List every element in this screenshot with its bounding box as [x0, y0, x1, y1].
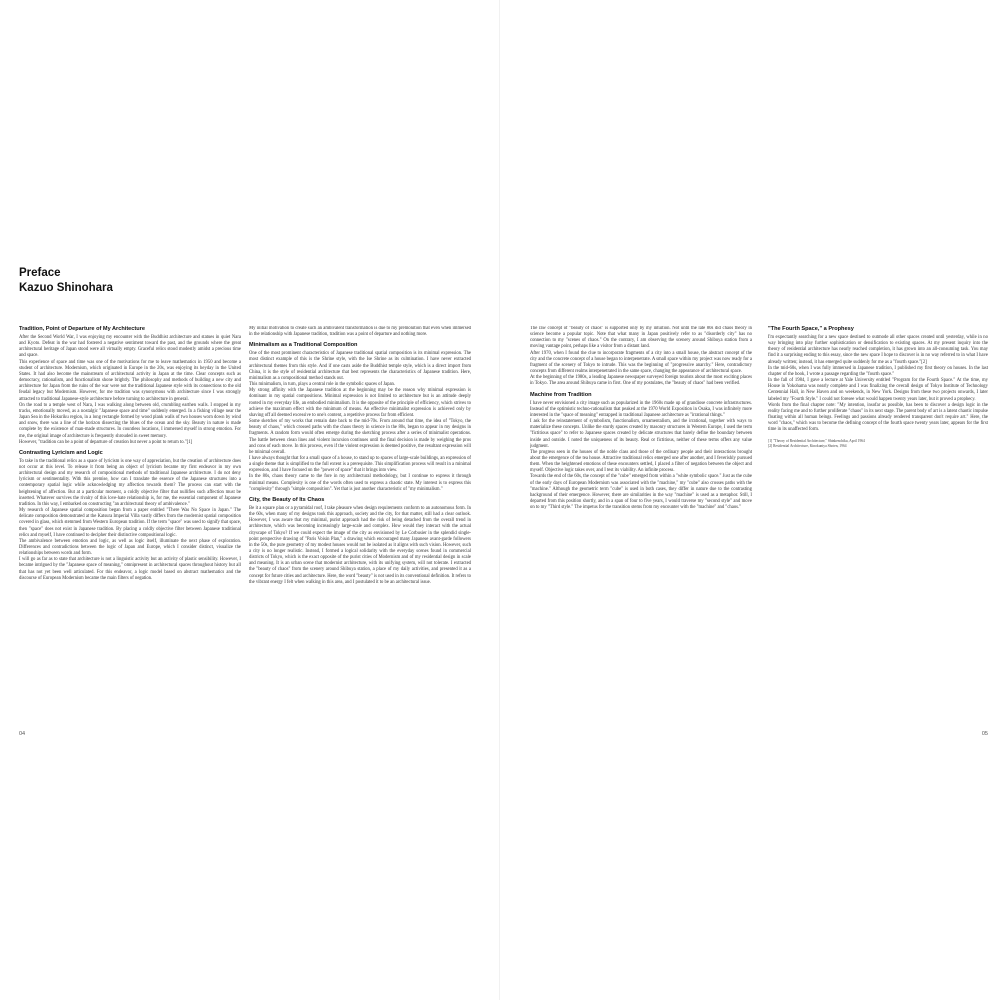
page-number-right: 05 — [981, 731, 988, 737]
paragraph: One of the most prominent characteristics of Japanese traditional spatial composition is its minimal expression. The most distinct example of this is the Shrine style, with the Ise Shrine as its culmination. I have never extracted architectural themes from this style. And if one casts aside the Buddhist temple style, which is a direct import from China, it is the style of residential architecture that best represents the characteristics of Japanese tradition. Here, minimalism as a compositional method stands out. — [249, 351, 471, 381]
paragraph: I will go as far as to state that architecture is not a linguistic activity but an activity of plastic sensibility. However, I became intrigued by the "Japanese space of meaning," omnipresent in architectural spaces throughout history but all that has not yet been well articulated. For this endeavor, a logic model based on abstract mathematics and the discourse of European Modernism became the main filters of negation. — [19, 557, 241, 581]
paragraph: However, "tradition can be a point of departure of creation but never a point to return to."[1] — [19, 439, 193, 445]
section-heading-tradition: Tradition, Point of Departure of My Architecture — [19, 326, 145, 332]
paragraph: Some sketches of my works that remain date back to the mid-70s. From around that time, the idea of "Tokyo, the beauty of chaos," which crossed paths with the chaos theory in science in the 80s, began to appear in my designs in fragments. A random form would often emerge during the sketching process after a series of minimalist operations. The battle between clean lines and violent incursion continues until the final decision is made by weighing the pros and cons of each move. In this process, even if the violent expression is deemed positive, the resultant expression will be minimal overall. — [249, 419, 471, 455]
paragraph: I have never envisioned a city image such as popularized in the 1960s made up of grandiose concrete infrastructures. Instead of the optimistic techno-rationalism that peaked at the 1970 World Exposition in Osaka, I was infinitely more interested in the "space of meaning" entrapped in traditional Japanese architecture as "irrational things." — [530, 400, 752, 418]
paragraph: On the road to a temple west of Nara, I was walking along between old, crumbling earthen walls. I stopped in my tracks, emotionally moved, as a nostalgic "Japanese space and time" suddenly emerged. In a fishing village near the Japan Sea in the Hokuriku region, in a long rectangle formed by wood plank walls of two houses worn down by wind and snow, there was a line of the horizon dissecting the blues of the ocean and the sky. Beauty in nature is made complete by the existence of man-made structures. In countless locations, I immersed myself in strong emotion. For me, the original image of architecture is frequently shrouded in sweet memory. — [19, 402, 241, 439]
paragraph: Towards the end of the 60s, the concept of the "cube" emerged from within a "white symbolic space." Just as the cube of the early days of European Modernism was associated with the "machine," my "cube" also crosses paths with the "machine." Although the geometric term "cube" is used in both cases, they differ in nature due to the contrasting background of their emergence. However, there are similarities in the way "machine" is used as a metaphor. Still, I departed from this position shortly, and in a span of four to five years, I would traverse my "second style" and move on to my "Third style." The impetus for the transition stems from my encounter with the "machine" and "chaos." — [530, 474, 752, 511]
paragraph: My research of Japanese spatial composition began from a paper entitled "There Was No Space in Japan." The delicate composition demonstrated at the Katsura Imperial Villa vastly differs from the modernist spatial composition covered in glass, which stemmed from Western European tradition. If the term "space" was used to signify that space, then "space" does not exist in Japanese tradition. By placing a coldly objective filter between Japanese traditional relics and myself, I have continued to decipher their distinctive compositional logic. — [19, 508, 241, 538]
text-column-4 — [768, 326, 988, 728]
right-page — [500, 0, 1000, 1000]
paragraph: To take in the traditional relics as a space of lyricism is one way of appreciation, but the creation of architecture does not occur at this level. To release it from being an object of lyricism became my first endeavor in my own architectural design and my research of compositional methods of traditional Japanese architecture. I do not deny lyricism or sentimentality. With this premise, how can I translate the essence of the Japanese structures into a contemporary spatial logic while acknowledging my affection towards them? The process can start with the heightening of affection. But at a particular moment, a coldly objective filter that nullifies such affection must be inserted. Whatever survives the rivalry of this love-hate relationship is, for me, the essential component of Japanese tradition. In this way, I embarked on constructing "an architectural theory of ambivalence." — [19, 458, 241, 507]
paragraph: The raw concept of "beauty of chaos" is supported only by my intuition. Not until the late 80s did chaos theory in science become a popular topic. Note that what many in Japan positively refer to as "disorderly city" has no connection to my "scenes of chaos." On the contrary, I am observing the scenery around Shibuya station from a moving vantage point, perhaps like a visitor from a distant land. — [530, 326, 752, 350]
paragraph: I have always thought that for a small space of a house, to stand up to spaces of large-scale buildings, an expression of a single theme that is simplified to the full extent is a prerequisite. This simplification process will result in a minimal expression, and I have focused on the "power of space" that it brings into view. — [249, 455, 471, 474]
paragraph: I ask for the reinstatement of symbolism, functionalism, ornamentalism, and the irrational, together with ways to materialize these concepts. Unlike the sturdy spaces created by masonry structures in Western Europe, I used the term "fictitious space" to refer to Japanese spaces created by delicate structures that barely define the boundary between inside and outside. I noted the uniqueness of its beauty. Real or fictitious, neither of these terms offers any value judgment. — [530, 419, 752, 449]
paragraph: In the mid-60s, when I was fully immersed in Japanese tradition, I published my first theory on houses. In the last chapter of the book, I wrote a passage regarding the "fourth space." — [768, 365, 988, 377]
footnote-1: [1] "Theory of Residential Architecture," Shinkenchiku, April 1964 — [768, 438, 865, 443]
section-heading-minimalism: Minimalism as a Traditional Composition — [249, 342, 358, 349]
paragraph: This minimalism, in turn, plays a central role in the symbolic spaces of Japan. — [249, 382, 396, 388]
author-name: Kazuo Shinohara — [19, 282, 113, 294]
footnote-2: [2] Residential Architecture, Kinokuniya Shoten, 1964 — [768, 443, 847, 448]
preface-title: Preface — [19, 267, 61, 279]
text-column-1 — [19, 326, 241, 728]
section-heading-city: City, the Beauty of Its Chaos — [249, 496, 325, 503]
paragraph: In the 80s, chaos theory came to the fore in my architectural methodology, but I continue to express it through minimal means. Complexity is one of the words often used to express a chaotic state. My interest is to express this "complexity" through "simple composition". Yet that is just another characteristic of "my minimalism." — [249, 474, 471, 492]
paragraph: Words from the final chapter note: "My intention, insofar as possible, has been to discover a design logic in the reality facing me and to further proliferate "chaos" in its next stage. The parent body of art is a latent chaotic impulse floating within all human beings. Feelings and passions already rendered transparent don't require art." Here, the word "chaos," which was to become the defining concept of the fourth space twenty years later, appears for the first time in its unaffected form. — [768, 402, 988, 433]
paragraph: Be it a square plan or a pyramidal roof, I take pleasure when design requirements conform to an autonomous form. In the 60s, when many of my designs took this approach, society and the city, for that matter, still had a clear outlook. However, I was aware that my minimal, purist approach had the risk of being detached from the overall trend in architecture, which was becoming increasingly large-scale and complex. How would they interact with the actual cityscape of Tokyo? If we could expect the image of the city as envisioned by Le Corbusier in the splendid single-point perspective drawing of "Paris Voisin Plan," a drawing which encouraged many Japanese avant-garde followers in the 50s, the pure geometry of my modest houses would not be isolated as it aligns with such vision. However, such a city is no longer realistic. Instead, I formed a logical solidarity with the everyday scenes found in commercial districts of Tokyo, which is the exact opposite of the purist cities of Modernism and of my residential design in scale and meaning. It is an urban scene that modernist architecture, with its unifying system, will not tolerate. I extracted the "beauty of chaos" from the scenery around Shibuya station, a place of my daily activities, and presented it as a concept for future cities and architecture. Here, the word "beauty" is not used in its conventional definition. It refers to the vibrant energy I felt when walking in this area, and I postulated it to be an architectural issue. — [249, 505, 471, 585]
paragraph: After 1970, when I found the clue to incorporate fragments of a city into a small house, the abstract concept of the city and the concrete concept of a house began to interpenetrate. A small space within my project was now ready for a fragment of the scenery of Tokyo to intrude. This was the beginning of "progressive anarchy." Here, contradictory concepts from different realms interpenetrated in the same space, changing the appearance of architectural space. — [530, 350, 752, 375]
paragraph: This experience of space and time was one of the motivations for me to leave mathematics in 1950 and become a student of architecture. Modernism, which originated in Europe in the 20s, was enjoying its heyday in the United States. It had also become the mainstream of architectural activity in Japan at the time. Clear concepts such as democracy, rationalism, and functionalism shone brightly. The philosophy and methods of building a new city and architecture for Japan from the ruins of the war were not the traditional Japanese style with its connections to the old feudal legacy but Modernism. However, for me tradition was synonymous with architecture since I was strongly attracted to traditional Japanese-style architecture before turning to architecture in general. — [19, 359, 241, 402]
text-column-3 — [530, 326, 752, 728]
paragraph: I'm expectantly searching for a new space destined to outmode all other spaces created until yesterday, while in no way bringing into play further sophistication or densification to existing spaces. At my present inquiry into the theory of residential architecture has nearly reached completion, it has grown into an all-consuming task. You may find it a surprising ending to this essay, since the new space I hope to discover is in no way referred to in what I have already written; instead, it has emerged quite suddenly for me as a "fourth space."[2] — [768, 335, 988, 365]
text-column-2 — [249, 326, 471, 728]
paragraph: At the beginning of the 1980s, a leading Japanese newspaper surveyed foreign tourists about the most exciting places in Tokyo. The area around Shibuya came in first. One of my postulates, the "beauty of chaos" had been verified. — [530, 375, 752, 387]
paragraph: My initial motivation to create such an ambivalent transformation is due to my premonition that even when immersed in the relationship with Japanese tradition, tradition was a point of departure and nothing more. — [249, 326, 471, 338]
paragraph: The progress seen in the houses of the noble class and those of the ordinary people and their interactions brought about the emergence of the tea house. Attractive traditional relics emerged one after another, and I feverishly pursued them. When the heightened emotions of these encounters settled, I placed a filter of negation between the object and myself. Objective logic takes over, and I test its viability. An infinite process. — [530, 449, 752, 474]
page-header — [19, 266, 113, 296]
page-number-left: 04 — [19, 731, 26, 737]
section-heading-fourth-space: "The Fourth Space," a Prophesy — [768, 326, 854, 332]
paragraph: In the fall of 1984, I gave a lecture at Yale University entitled "Program for the Fourth Space." At the time, my House in Yokohama was nearly complete and I was finalizing the overall design of Tokyo Institute of Technology Centennial Hall, in New Haven and on weekends, in New York. Designs from these two projects onwards, I later labeled my "Fourth Style." I could not foresee what would happen twenty years later, but it proved a prophecy. — [768, 378, 988, 402]
section-heading-machine: Machine from Tradition — [530, 391, 592, 398]
footnotes — [768, 439, 988, 449]
paragraph: The ambivalence between emotion and logic, as well as logic itself, illuminate the next phase of exploration. Differences and contradictions between the logic of Japan and Europe, which I consider distinct, visualize the relationships between words and form. — [19, 538, 241, 557]
paragraph: After the Second World War, I was enjoying my encounter with the Buddhist architecture and statues in quiet Nara and Kyoto. Defeat in the war had fostered a negative sentiment toward the past, and the grounds where the great architectural heritage of Japan stood were all virtually empty. Graceful relics stood modestly amidst a precious time and space. — [19, 335, 241, 359]
section-heading-lyricism: Contrasting Lyricism and Logic — [19, 449, 103, 456]
paragraph: My strong affinity with the Japanese tradition at the beginning may be the reason why minimal expression is dominant in my spatial compositions. Minimal expression is not limited to architecture but is an attitude deeply rooted in my everyday life, an embodied minimalism. It is the opposite of the principle of efficiency, which strives to achieve the maximum effect with the minimum of means. An effective minimalist expression is achieved only by shaving off all deemed excessive to one's content, a repetitive process far from efficient. — [249, 388, 471, 418]
